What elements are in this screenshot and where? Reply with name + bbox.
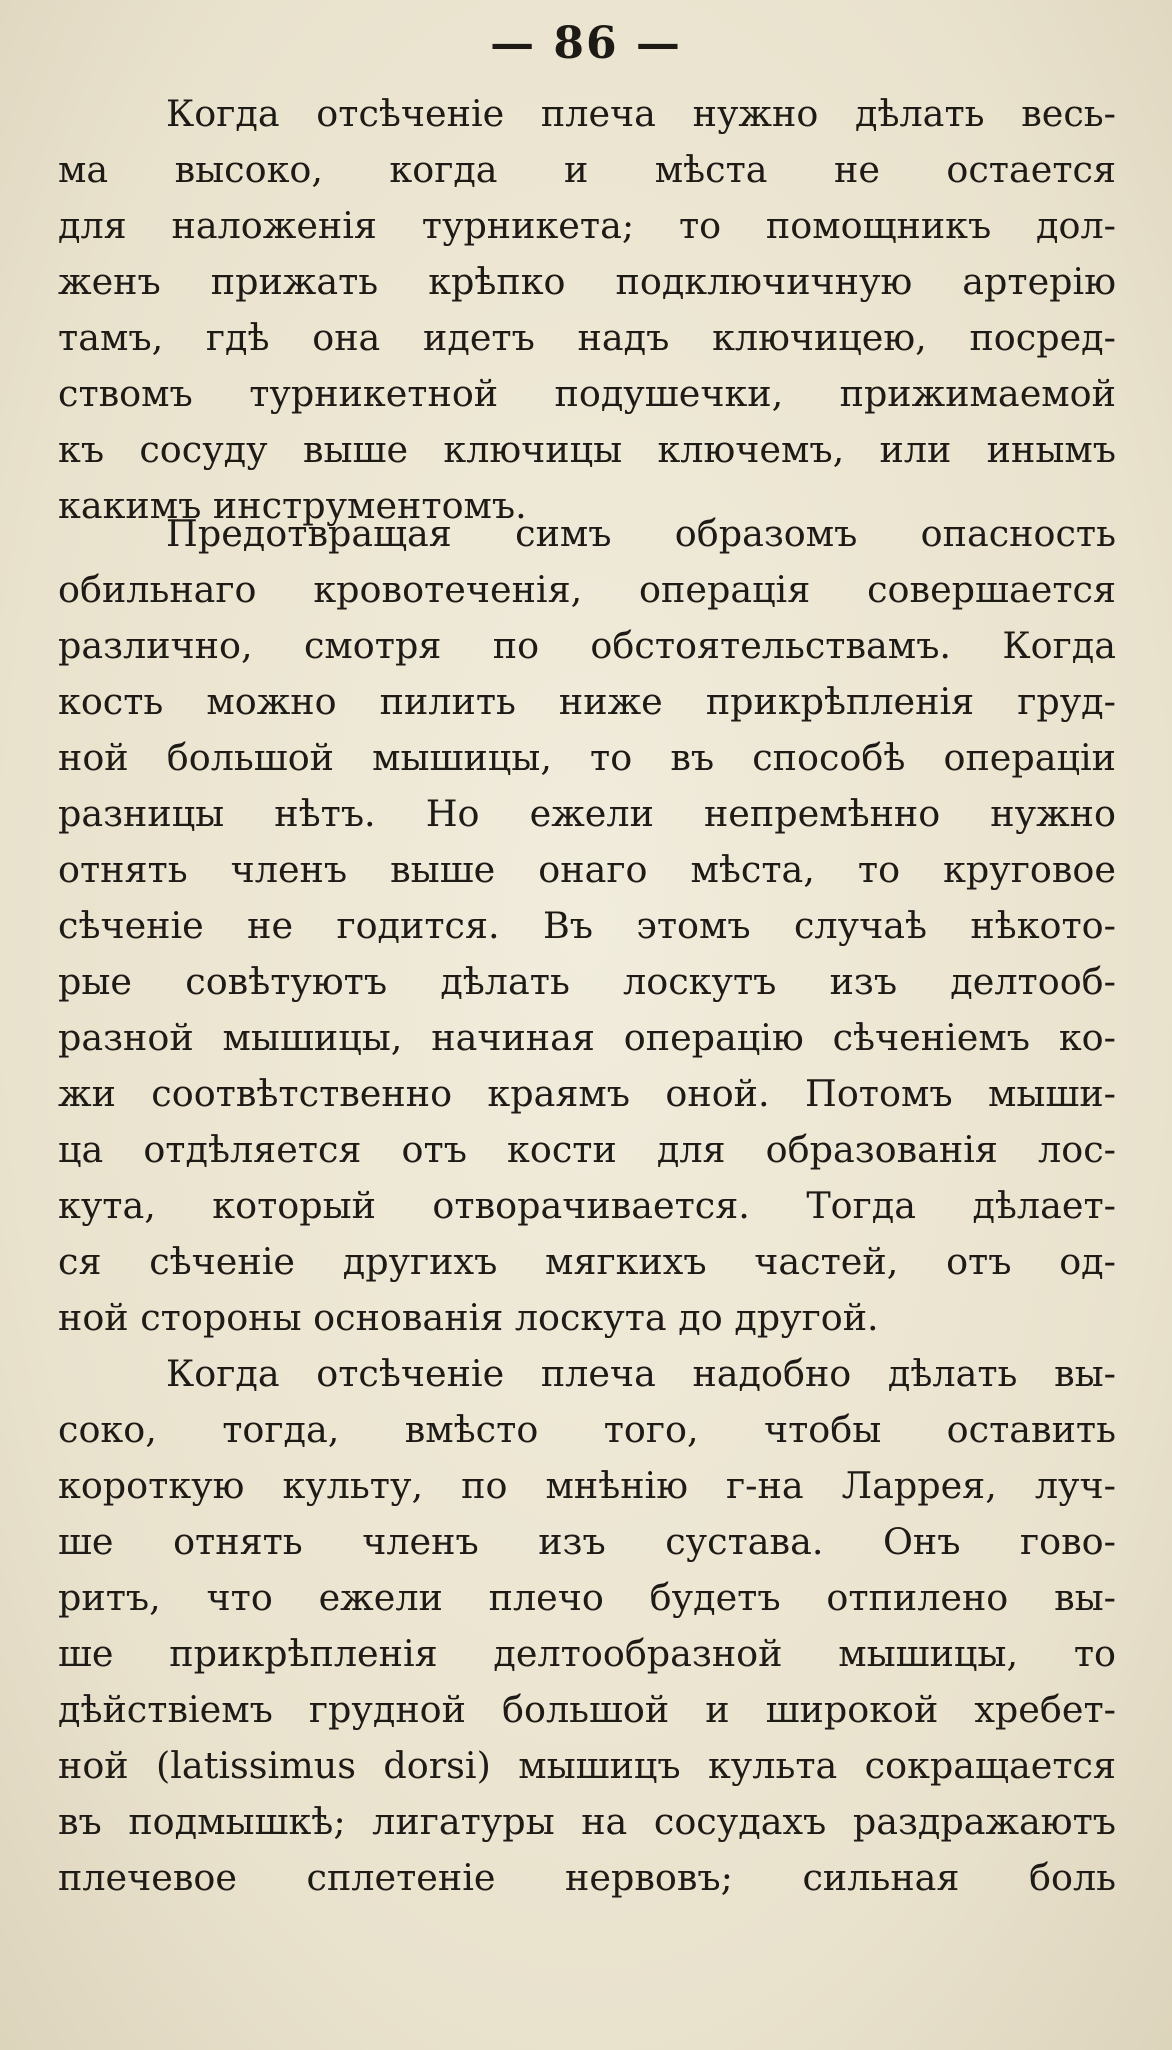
text-line: кута, который отворачивается. Тогда дѣлает- (58, 1184, 1116, 1227)
text-line: Предотвращая симъ образомъ опасность (166, 512, 1116, 555)
text-line: обильнаго кровотеченія, операція совершается (58, 568, 1116, 611)
text-line: ше прикрѣпленія делтообразной мышицы, то (58, 1632, 1116, 1675)
text-line: ше отнять членъ изъ сустава. Онъ гово- (58, 1520, 1116, 1563)
text-line: Когда отсѣченіе плеча нужно дѣлать весь- (166, 92, 1116, 135)
text-line: ца отдѣляется отъ кости для образованія лос- (58, 1128, 1116, 1171)
text-line: ной (latissimus dorsi) мышицъ культа сокращается (58, 1744, 1116, 1787)
text-line: для наложенія турникета; то помощникъ дол- (58, 204, 1116, 247)
text-line: ной большой мышицы, то въ способѣ операціи (58, 736, 1116, 779)
text-line: дѣйствіемъ грудной большой и широкой хребет- (58, 1688, 1116, 1731)
text-line: ной стороны основанія лоскута до другой. (58, 1296, 879, 1339)
text-line: кость можно пилить ниже прикрѣпленія груд- (58, 680, 1116, 723)
text-line: различно, смотря по обстоятельствамъ. Когда (58, 624, 1116, 667)
paragraph-2 (58, 506, 1116, 1346)
text-line: короткую культу, по мнѣнію г-на Ларрея, луч- (58, 1464, 1116, 1507)
text-line: сѣченіе не годится. Въ этомъ случаѣ нѣкото- (58, 904, 1116, 947)
text-line: женъ прижать крѣпко подключичную артерію (58, 260, 1116, 303)
text-line: какимъ инструментомъ. (58, 484, 527, 527)
text-line: Когда отсѣченіе плеча надобно дѣлать вы- (166, 1352, 1116, 1395)
text-line: отнять членъ выше онаго мѣста, то круговое (58, 848, 1116, 891)
page-number: — 86 — (490, 18, 682, 69)
text-line: разной мышицы, начиная операцію сѣченіемъ ко- (58, 1016, 1116, 1059)
text-line: въ подмышкѣ; лигатуры на сосудахъ раздражаютъ (58, 1800, 1116, 1843)
paragraph-3 (58, 1346, 1116, 1906)
text-line: соко, тогда, вмѣсто того, чтобы оставить (58, 1408, 1116, 1451)
text-line: тамъ, гдѣ она идетъ надъ ключицею, посред- (58, 316, 1116, 359)
paragraph-1 (58, 86, 1116, 534)
text-line: жи соотвѣтственно краямъ оной. Потомъ мыши- (58, 1072, 1116, 1115)
text-line: ма высоко, когда и мѣста не остается (58, 148, 1116, 191)
text-line: къ сосуду выше ключицы ключемъ, или инымъ (58, 428, 1116, 471)
text-line: ритъ, что ежели плечо будетъ отпилено вы- (58, 1576, 1116, 1619)
text-line: ствомъ турникетной подушечки, прижимаемой (58, 372, 1116, 415)
text-line: плечевое сплетеніе нервовъ; сильная боль (58, 1856, 1116, 1899)
text-line: разницы нѣтъ. Но ежели непремѣнно нужно (58, 792, 1116, 835)
text-line: ся сѣченіе другихъ мягкихъ частей, отъ од- (58, 1240, 1116, 1283)
text-line: рые совѣтуютъ дѣлать лоскутъ изъ делтооб- (58, 960, 1116, 1003)
